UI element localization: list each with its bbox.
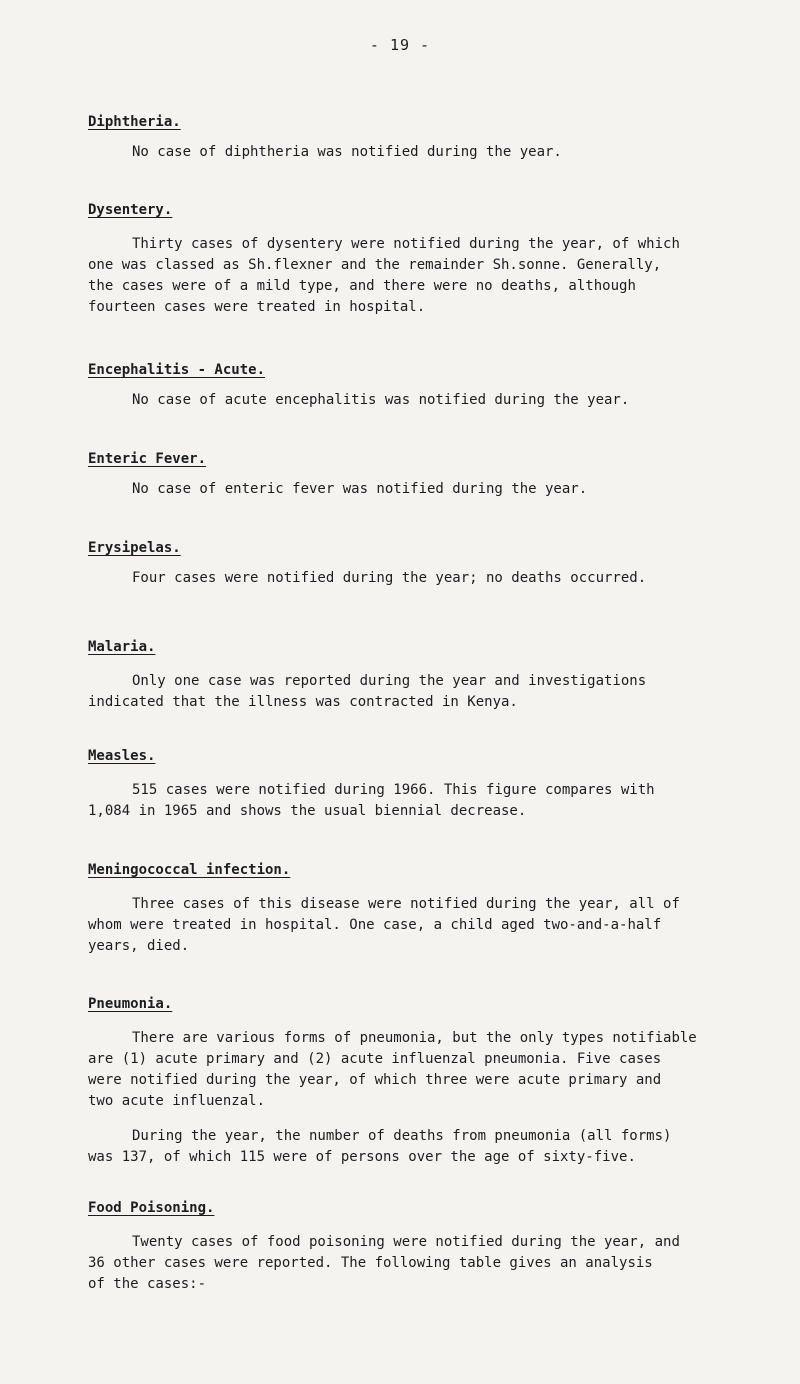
section-heading: Enteric Fever. [88,451,207,467]
section-measles [88,746,758,822]
section-malaria [88,637,758,713]
section-enteric-fever [88,449,758,500]
section-heading: Malaria. [88,639,156,655]
page-number: - 19 - [369,36,431,54]
section-erysipelas [88,538,758,589]
section-paragraph: Thirty cases of dysentery were notified during the year, of which one was classed as Sh.flexner and the remainder Sh.sonne. Generally, the cases were of a mild type, and there were no deaths, although fourteen cases were treated in hospital. [88,236,680,315]
section-food-poisoning [88,1198,758,1295]
section-paragraph: Three cases of this disease were notified during the year, all of whom were treated in hospital. One case, a child aged two-and-a-half years, died. [88,896,680,954]
section-paragraph: 515 cases were notified during 1966. This figure compares with 1,084 in 1965 and shows the usual biennial decrease. [88,782,655,819]
section-paragraph: There are various forms of pneumonia, but the only types notifiable are (1) acute primary and (2) acute influenzal pneumonia. Five cases were notified during the year, of which three were acute primary and two acute influenzal. [88,1030,697,1109]
section-paragraph: No case of diphtheria was notified during the year. [132,144,562,160]
section-heading: Food Poisoning. [88,1200,215,1216]
section-paragraph: Only one case was reported during the year and investigations indicated that the illness was contracted in Kenya. [88,673,647,710]
section-encephalitis [88,360,758,411]
section-heading: Measles. [88,748,156,764]
section-heading: Encephalitis - Acute. [88,362,266,378]
section-paragraph: No case of acute encephalitis was notified during the year. [132,392,630,408]
section-diphtheria [88,112,758,163]
section-paragraph: Twenty cases of food poisoning were notified during the year, and 36 other cases were reported. The following table gives an analysis of the cases:- [88,1234,680,1292]
section-heading: Erysipelas. [88,540,181,556]
section-paragraph: No case of enteric fever was notified during the year. [132,481,588,497]
section-pneumonia [88,994,758,1168]
section-heading: Diphtheria. [88,114,181,130]
section-heading: Pneumonia. [88,996,173,1012]
section-paragraph: Four cases were notified during the year; no deaths occurred. [132,570,647,586]
section-paragraph: During the year, the number of deaths from pneumonia (all forms) was 137, of which 115 were of persons over the age of sixty-five. [88,1128,672,1165]
section-dysentery [88,200,758,318]
section-meningococcal-infection [88,860,758,957]
section-heading: Dysentery. [88,202,173,218]
section-heading: Meningococcal infection. [88,862,291,878]
